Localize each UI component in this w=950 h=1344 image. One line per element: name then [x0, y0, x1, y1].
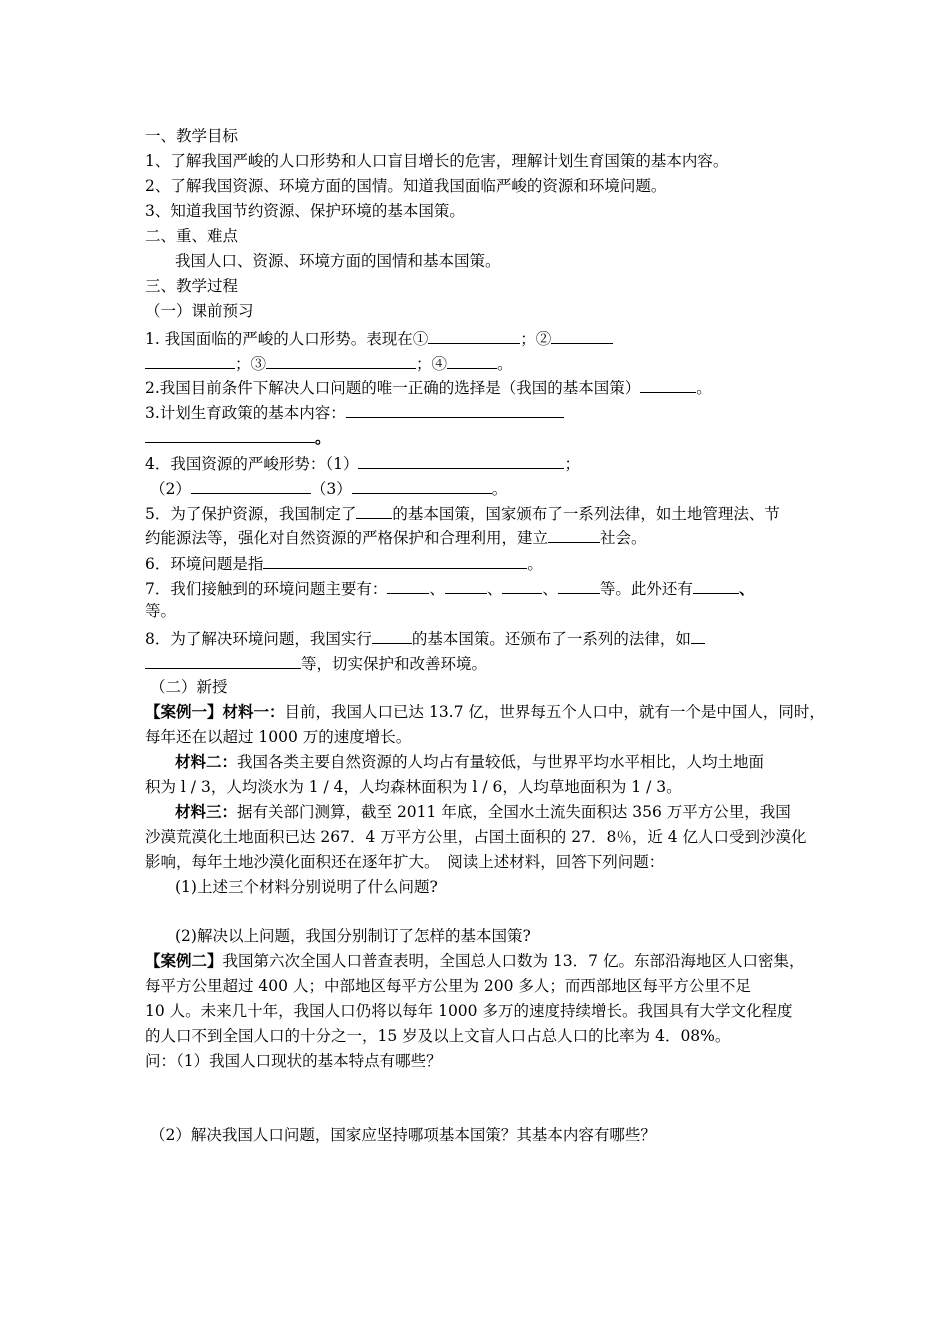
- objective-item: 1、了解我国严峻的人口形势和人口盲目增长的危害，理解计划生育国策的基本内容。: [145, 152, 729, 170]
- case2-line-4: 的人口不到全国人口的十分之一，15 岁及以上文盲人口占总人口的比率为 4．08%。: [145, 1027, 731, 1045]
- q8-text-2: 的基本国策。还颁布了一系列的法律，如: [411, 630, 691, 648]
- preview-heading: （一）课前预习: [145, 302, 254, 320]
- case1-label: 【案例一】: [145, 702, 223, 721]
- material3-text-cont: 沙漠荒漠化土地面积已达 267．4 万平方公里，占国土面积的 27．8％，近 4 亿人口受到沙漠化: [145, 828, 807, 846]
- process-heading: 三、教学过程: [145, 277, 239, 295]
- q7-blank-3[interactable]: [502, 576, 542, 594]
- case1-material3: [175, 801, 845, 823]
- q1-blank-4[interactable]: [447, 351, 497, 369]
- q6-end: 。: [527, 555, 543, 573]
- case2-line-2: 每平方公里超过 400 人；中部地区每平方公里为 200 多人；而西部地区每平方公里不足: [145, 977, 751, 995]
- q1-sep: ；③: [235, 355, 267, 373]
- preview-question-1-cont: [145, 351, 815, 375]
- q1-blank-1[interactable]: [428, 326, 520, 344]
- q2-text: 2.我国目前条件下解决人口问题的唯一正确的选择是（我国的基本国策）: [145, 379, 641, 397]
- keypoints-text: 我国人口、资源、环境方面的国情和基本国策。: [175, 252, 501, 270]
- q8-blank-2-cont[interactable]: [145, 651, 301, 669]
- case1-question-1: (1)上述三个材料分别说明了什么问题?: [175, 878, 438, 896]
- case2-question-2: （2）解决我国人口问题，国家应坚持哪项基本国策？其基本内容有哪些？: [150, 1126, 656, 1144]
- q1-blank-2-cont[interactable]: [145, 351, 235, 369]
- objective-item: 3、知道我国节约资源、保护环境的基本国策。: [145, 202, 465, 220]
- case2-label: 【案例二】: [145, 951, 223, 970]
- q8-blank-2[interactable]: [691, 626, 705, 644]
- preview-question-5: [145, 501, 815, 525]
- q6-blank[interactable]: [263, 551, 527, 569]
- material3-text-cont: 影响，每年土地沙漠化面积还在逐年扩大。 阅读上述材料，回答下列问题：: [145, 853, 665, 871]
- preview-question-4: [145, 451, 815, 475]
- q5-blank-1[interactable]: [356, 501, 392, 519]
- case2-text: 我国第六次全国人口普查表明，全国总人口数为 13．7 亿。东部沿海地区人口密集，: [222, 952, 805, 970]
- material3-text: 据有关部门测算，截至 2011 年底，全国水土流失面积达 356 万平方公里，我国: [237, 803, 791, 821]
- preview-question-3: [145, 400, 815, 424]
- preview-question-8: [145, 626, 815, 650]
- preview-question-3-cont: [145, 425, 815, 449]
- q4-text: 4．我国资源的严峻形势：（1）: [145, 455, 359, 473]
- q2-blank[interactable]: [640, 375, 696, 393]
- q4-label-2: （2）: [150, 480, 191, 498]
- material2-text-cont: 积为 l / 3，人均淡水为 1 / 4，人均森林面积为 l / 6，人均草地面积为 1 / 3。: [145, 778, 682, 796]
- material3-label: 材料三：: [175, 802, 238, 821]
- q4-blank-3[interactable]: [352, 476, 492, 494]
- q5-text: 5．为了保护资源，我国制定了: [145, 505, 357, 523]
- q8-end: 等，切实保护和改善环境。: [301, 655, 488, 673]
- preview-question-1: [145, 326, 815, 350]
- q7-text: 7．我们接触到的环境问题主要有：: [145, 580, 388, 598]
- case1-material1: [145, 701, 825, 723]
- q8-text: 8．为了解决环境问题，我国实行: [145, 630, 372, 648]
- case2-line-3: 10 人。未来几十年，我国人口仍将以每年 1000 多万的速度持续增长。我国具有大学文化程度: [145, 1002, 793, 1020]
- q5-text-cont: 的基本国策，国家颁布了一系列法律，如土地管理法、节: [392, 505, 780, 523]
- case1-material2: [175, 751, 845, 773]
- q1-sep: ；②: [520, 330, 552, 348]
- q8-blank-1[interactable]: [372, 626, 412, 644]
- q7-sep: 、: [429, 580, 445, 598]
- case1-question-2: (2)解决以上问题，我国分别制订了怎样的基本国策?: [175, 927, 531, 945]
- q7-blank-4[interactable]: [558, 576, 600, 594]
- material1-text: 目前，我国人口已达 13.7 亿，世界每五个人口中，就有一个是中国人，同时，: [284, 703, 825, 721]
- q3-end: 。: [315, 428, 331, 447]
- q4-sep: ；: [564, 455, 580, 473]
- q2-end: 。: [696, 379, 712, 397]
- preview-question-6: [145, 551, 815, 575]
- q7-blank-2[interactable]: [445, 576, 487, 594]
- q1-blank-3[interactable]: [266, 351, 416, 369]
- q7-text-2: 等。此外还有: [599, 580, 693, 598]
- q7-blank-1[interactable]: [387, 576, 429, 594]
- q7-sep: 、: [486, 580, 503, 598]
- objective-item: 2、了解我国资源、环境方面的国情。知道我国面临严峻的资源和环境问题。: [145, 177, 667, 195]
- q5-blank-2[interactable]: [548, 525, 600, 543]
- material2-text: 我国各类主要自然资源的人均占有量较低，与世界平均水平相比，人均土地面: [237, 753, 765, 771]
- q4-end: 。: [491, 480, 508, 498]
- case2-line-1: [145, 950, 815, 972]
- material1-label: 材料一：: [222, 702, 285, 721]
- preview-question-7: [145, 576, 815, 600]
- keypoints-heading: 二、重、难点: [145, 227, 239, 245]
- q3-text: 3.计划生育政策的基本内容：: [145, 404, 346, 422]
- preview-question-7-cont: 等。: [145, 602, 177, 620]
- preview-question-4-cont: [150, 476, 820, 500]
- preview-question-2: [145, 375, 815, 399]
- case2-question-1: 问：（1）我国人口现状的基本特点有哪些？: [145, 1052, 442, 1070]
- q6-text: 6．环境问题是指: [145, 555, 264, 573]
- q7-sep: 、: [542, 580, 558, 598]
- q3-blank-cont[interactable]: [145, 425, 315, 443]
- material1-text-cont: 每年还在以超过 1000 万的速度增长。: [145, 728, 412, 746]
- q1-sep: ；④: [416, 355, 448, 373]
- q5-end: 社会。: [600, 529, 647, 547]
- q1-blank-2[interactable]: [551, 326, 613, 344]
- q1-text: 1. 我国面临的严峻的人口形势。表现在①: [145, 330, 429, 348]
- new-heading: （二）新授: [150, 678, 228, 696]
- q4-blank-1[interactable]: [358, 451, 564, 469]
- preview-question-8-cont: [145, 651, 815, 675]
- q7-sep: 、: [738, 579, 755, 598]
- objectives-heading: 一、教学目标: [145, 127, 239, 145]
- preview-question-5-cont: [145, 525, 815, 549]
- q4-label-3: （3）: [310, 480, 352, 498]
- q1-end: 。: [497, 355, 513, 373]
- material2-label: 材料二：: [175, 752, 238, 771]
- q7-blank-5[interactable]: [693, 576, 739, 594]
- q5-text-2: 约能源法等，强化对自然资源的严格保护和合理利用，建立: [145, 529, 549, 547]
- q4-blank-2[interactable]: [191, 476, 311, 494]
- q3-blank[interactable]: [346, 400, 564, 418]
